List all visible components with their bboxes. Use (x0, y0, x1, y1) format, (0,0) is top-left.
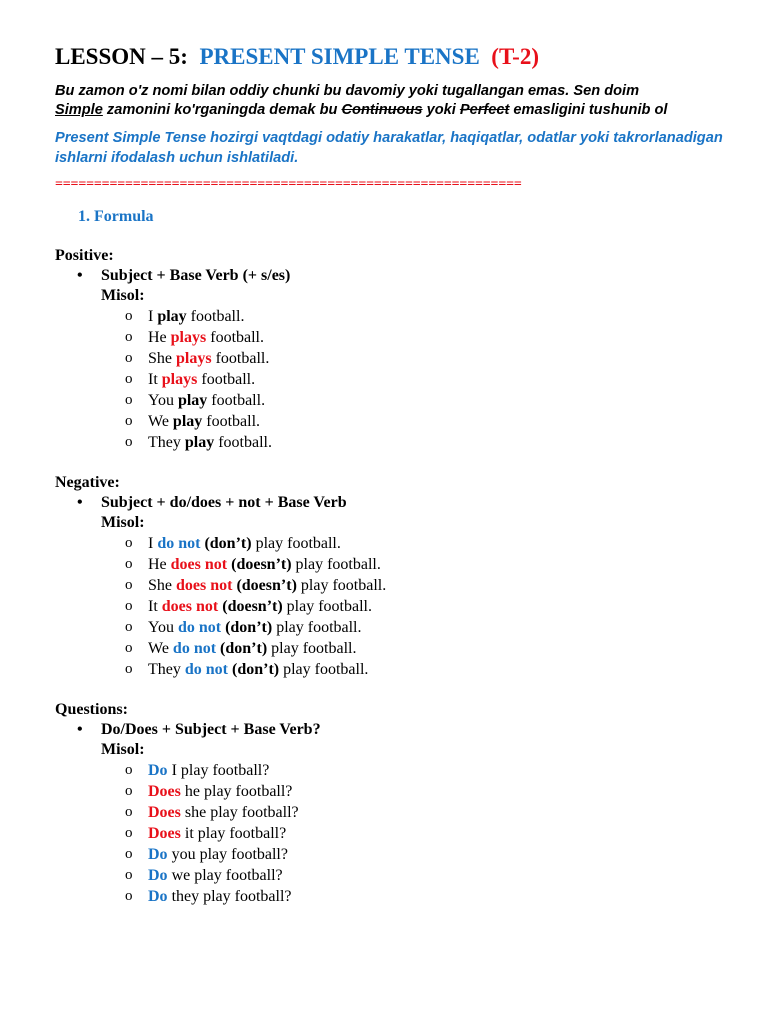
example-auxiliary: does not (176, 577, 233, 594)
title-prefix: LESSON – 5: (55, 44, 188, 69)
example-auxiliary: do not (177, 619, 222, 636)
question-example (125, 781, 735, 802)
example-verb: play (157, 308, 187, 325)
example-auxiliary: does not (170, 556, 228, 573)
example-rest: football. (197, 371, 256, 388)
bullet-icon: • (77, 721, 83, 738)
list-marker-icon: o (125, 640, 133, 656)
example-contraction: (doesn’t) (236, 577, 297, 594)
example-auxiliary: Do (148, 867, 168, 884)
example-rest: football. (207, 392, 266, 409)
negative-examples (55, 533, 735, 680)
example-contraction: (doesn’t) (222, 598, 283, 615)
example-verb: play (184, 434, 215, 451)
example-rest: football. (214, 434, 272, 451)
example-auxiliary: do not (184, 661, 228, 678)
negative-misol: Misol: (101, 514, 145, 531)
intro-end: emasligini tushunib ol (509, 102, 668, 118)
example-auxiliary: Does (148, 804, 181, 821)
example-subject: It (148, 371, 162, 388)
intro-mid: zamonini ko'rganingda demak bu (102, 102, 342, 118)
example-auxiliary: does not (161, 598, 219, 615)
intro-continuous: Continuous (341, 102, 423, 118)
questions-heading: Questions: (55, 701, 128, 718)
example-verb: play (177, 392, 208, 409)
negative-example (125, 638, 735, 659)
negative-example (125, 554, 735, 575)
list-marker-icon: o (125, 783, 133, 799)
positive-heading: Positive: (55, 247, 114, 264)
questions-formula (77, 720, 735, 740)
intro-paragraph (55, 82, 735, 120)
example-verb: plays (161, 371, 198, 388)
list-marker-icon: o (125, 804, 133, 820)
negative-example (125, 659, 735, 680)
bullet-icon: • (77, 267, 83, 284)
list-marker-icon: o (125, 619, 133, 635)
example-subject: You (148, 392, 178, 409)
question-example (125, 886, 735, 907)
example-subject: We (148, 413, 173, 430)
example-subject: He (148, 329, 171, 346)
positive-example (125, 348, 735, 369)
question-example (125, 760, 735, 781)
example-rest: play football. (296, 577, 387, 594)
positive-example (125, 369, 735, 390)
example-contraction: (don’t) (204, 535, 252, 552)
example-rest: they play football? (167, 888, 292, 905)
example-subject: She (148, 577, 176, 594)
negative-example (125, 617, 735, 638)
list-marker-icon: o (125, 762, 133, 778)
example-rest: he play football? (180, 783, 293, 800)
list-marker-icon: o (125, 661, 133, 677)
example-rest: football. (186, 308, 245, 325)
example-subject: You (148, 619, 178, 636)
positive-example (125, 390, 735, 411)
questions-examples (55, 760, 735, 907)
list-marker-icon: o (125, 371, 133, 387)
negative-formula (77, 493, 735, 513)
example-contraction: (doesn’t) (231, 556, 292, 573)
example-auxiliary: Does (148, 825, 181, 842)
questions-misol: Misol: (101, 741, 145, 758)
negative-example (125, 533, 735, 554)
example-rest: she play football? (180, 804, 299, 821)
list-marker-icon: o (125, 434, 133, 450)
example-auxiliary: Do (148, 846, 168, 863)
list-marker-icon: o (125, 350, 133, 366)
example-rest: play football. (272, 619, 362, 636)
list-marker-icon: o (125, 846, 133, 862)
example-auxiliary: do not (157, 535, 201, 552)
example-contraction: (don’t) (220, 640, 268, 657)
positive-formula-text: Subject + Base Verb (+ s/es) (101, 267, 291, 284)
list-marker-icon: o (125, 577, 133, 593)
example-rest: play football. (279, 661, 369, 678)
example-rest: football. (211, 350, 270, 367)
example-subject: He (148, 556, 171, 573)
example-verb: plays (176, 350, 212, 367)
list-marker-icon: o (125, 308, 133, 324)
example-auxiliary: Do (148, 762, 168, 779)
positive-misol: Misol: (101, 287, 145, 304)
formula-heading: 1. Formula (78, 208, 154, 225)
example-rest: we play football? (167, 867, 283, 884)
example-rest: play football. (291, 556, 381, 573)
negative-formula-text: Subject + do/does + not + Base Verb (101, 494, 347, 511)
example-subject: She (148, 350, 176, 367)
example-verb: play (172, 413, 203, 430)
list-marker-icon: o (125, 825, 133, 841)
example-subject: We (148, 640, 173, 657)
separator-rule: ============================================================ (55, 177, 522, 192)
example-subject: I (148, 308, 158, 325)
positive-example (125, 327, 735, 348)
question-example (125, 823, 735, 844)
list-marker-icon: o (125, 556, 133, 572)
example-auxiliary: Do (148, 888, 168, 905)
title-topic: PRESENT SIMPLE TENSE (199, 44, 480, 69)
questions-formula-text: Do/Does + Subject + Base Verb? (101, 721, 321, 738)
example-rest: play football. (251, 535, 341, 552)
title-code: (T-2) (491, 44, 540, 69)
question-example (125, 844, 735, 865)
positive-example (125, 411, 735, 432)
example-rest: you play football? (167, 846, 288, 863)
intro-line-2 (55, 101, 735, 120)
example-rest: play football. (282, 598, 372, 615)
bullet-icon: • (77, 494, 83, 511)
list-marker-icon: o (125, 888, 133, 904)
question-example (125, 865, 735, 886)
example-verb: plays (170, 329, 207, 346)
example-subject: They (148, 661, 185, 678)
positive-example (125, 432, 735, 453)
definition: Present Simple Tense hozirgi vaqtdagi odatiy harakatlar, haqiqatlar, odatlar yoki takrorlanadigan ishlarni ifodalash uchun ishlatiladi. (55, 130, 723, 166)
positive-examples (55, 306, 735, 453)
example-rest: football. (206, 329, 264, 346)
intro-perfect: Perfect (459, 102, 510, 118)
page-title (55, 40, 735, 74)
list-marker-icon: o (125, 392, 133, 408)
example-rest: I play football? (167, 762, 270, 779)
question-example (125, 802, 735, 823)
list-marker-icon: o (125, 535, 133, 551)
example-auxiliary: Does (148, 783, 181, 800)
document-page (55, 40, 735, 907)
negative-heading: Negative: (55, 474, 120, 491)
example-contraction: (don’t) (225, 619, 273, 636)
positive-formula (77, 266, 735, 286)
intro-simple: Simple (55, 102, 103, 118)
intro-yoki: yoki (422, 102, 460, 118)
list-marker-icon: o (125, 329, 133, 345)
list-marker-icon: o (125, 598, 133, 614)
intro-line-1: Bu zamon o'z nomi bilan oddiy chunki bu davomiy yoki tugallangan emas. Sen doim (55, 83, 640, 99)
negative-example (125, 596, 735, 617)
negative-example (125, 575, 735, 596)
example-subject: They (148, 434, 185, 451)
example-rest: play football. (267, 640, 357, 657)
list-marker-icon: o (125, 413, 133, 429)
example-auxiliary: do not (172, 640, 217, 657)
example-subject: I (148, 535, 158, 552)
list-marker-icon: o (125, 867, 133, 883)
example-rest: it play football? (180, 825, 287, 842)
example-contraction: (don’t) (232, 661, 280, 678)
example-subject: It (148, 598, 162, 615)
positive-example (125, 306, 735, 327)
example-rest: football. (202, 413, 261, 430)
